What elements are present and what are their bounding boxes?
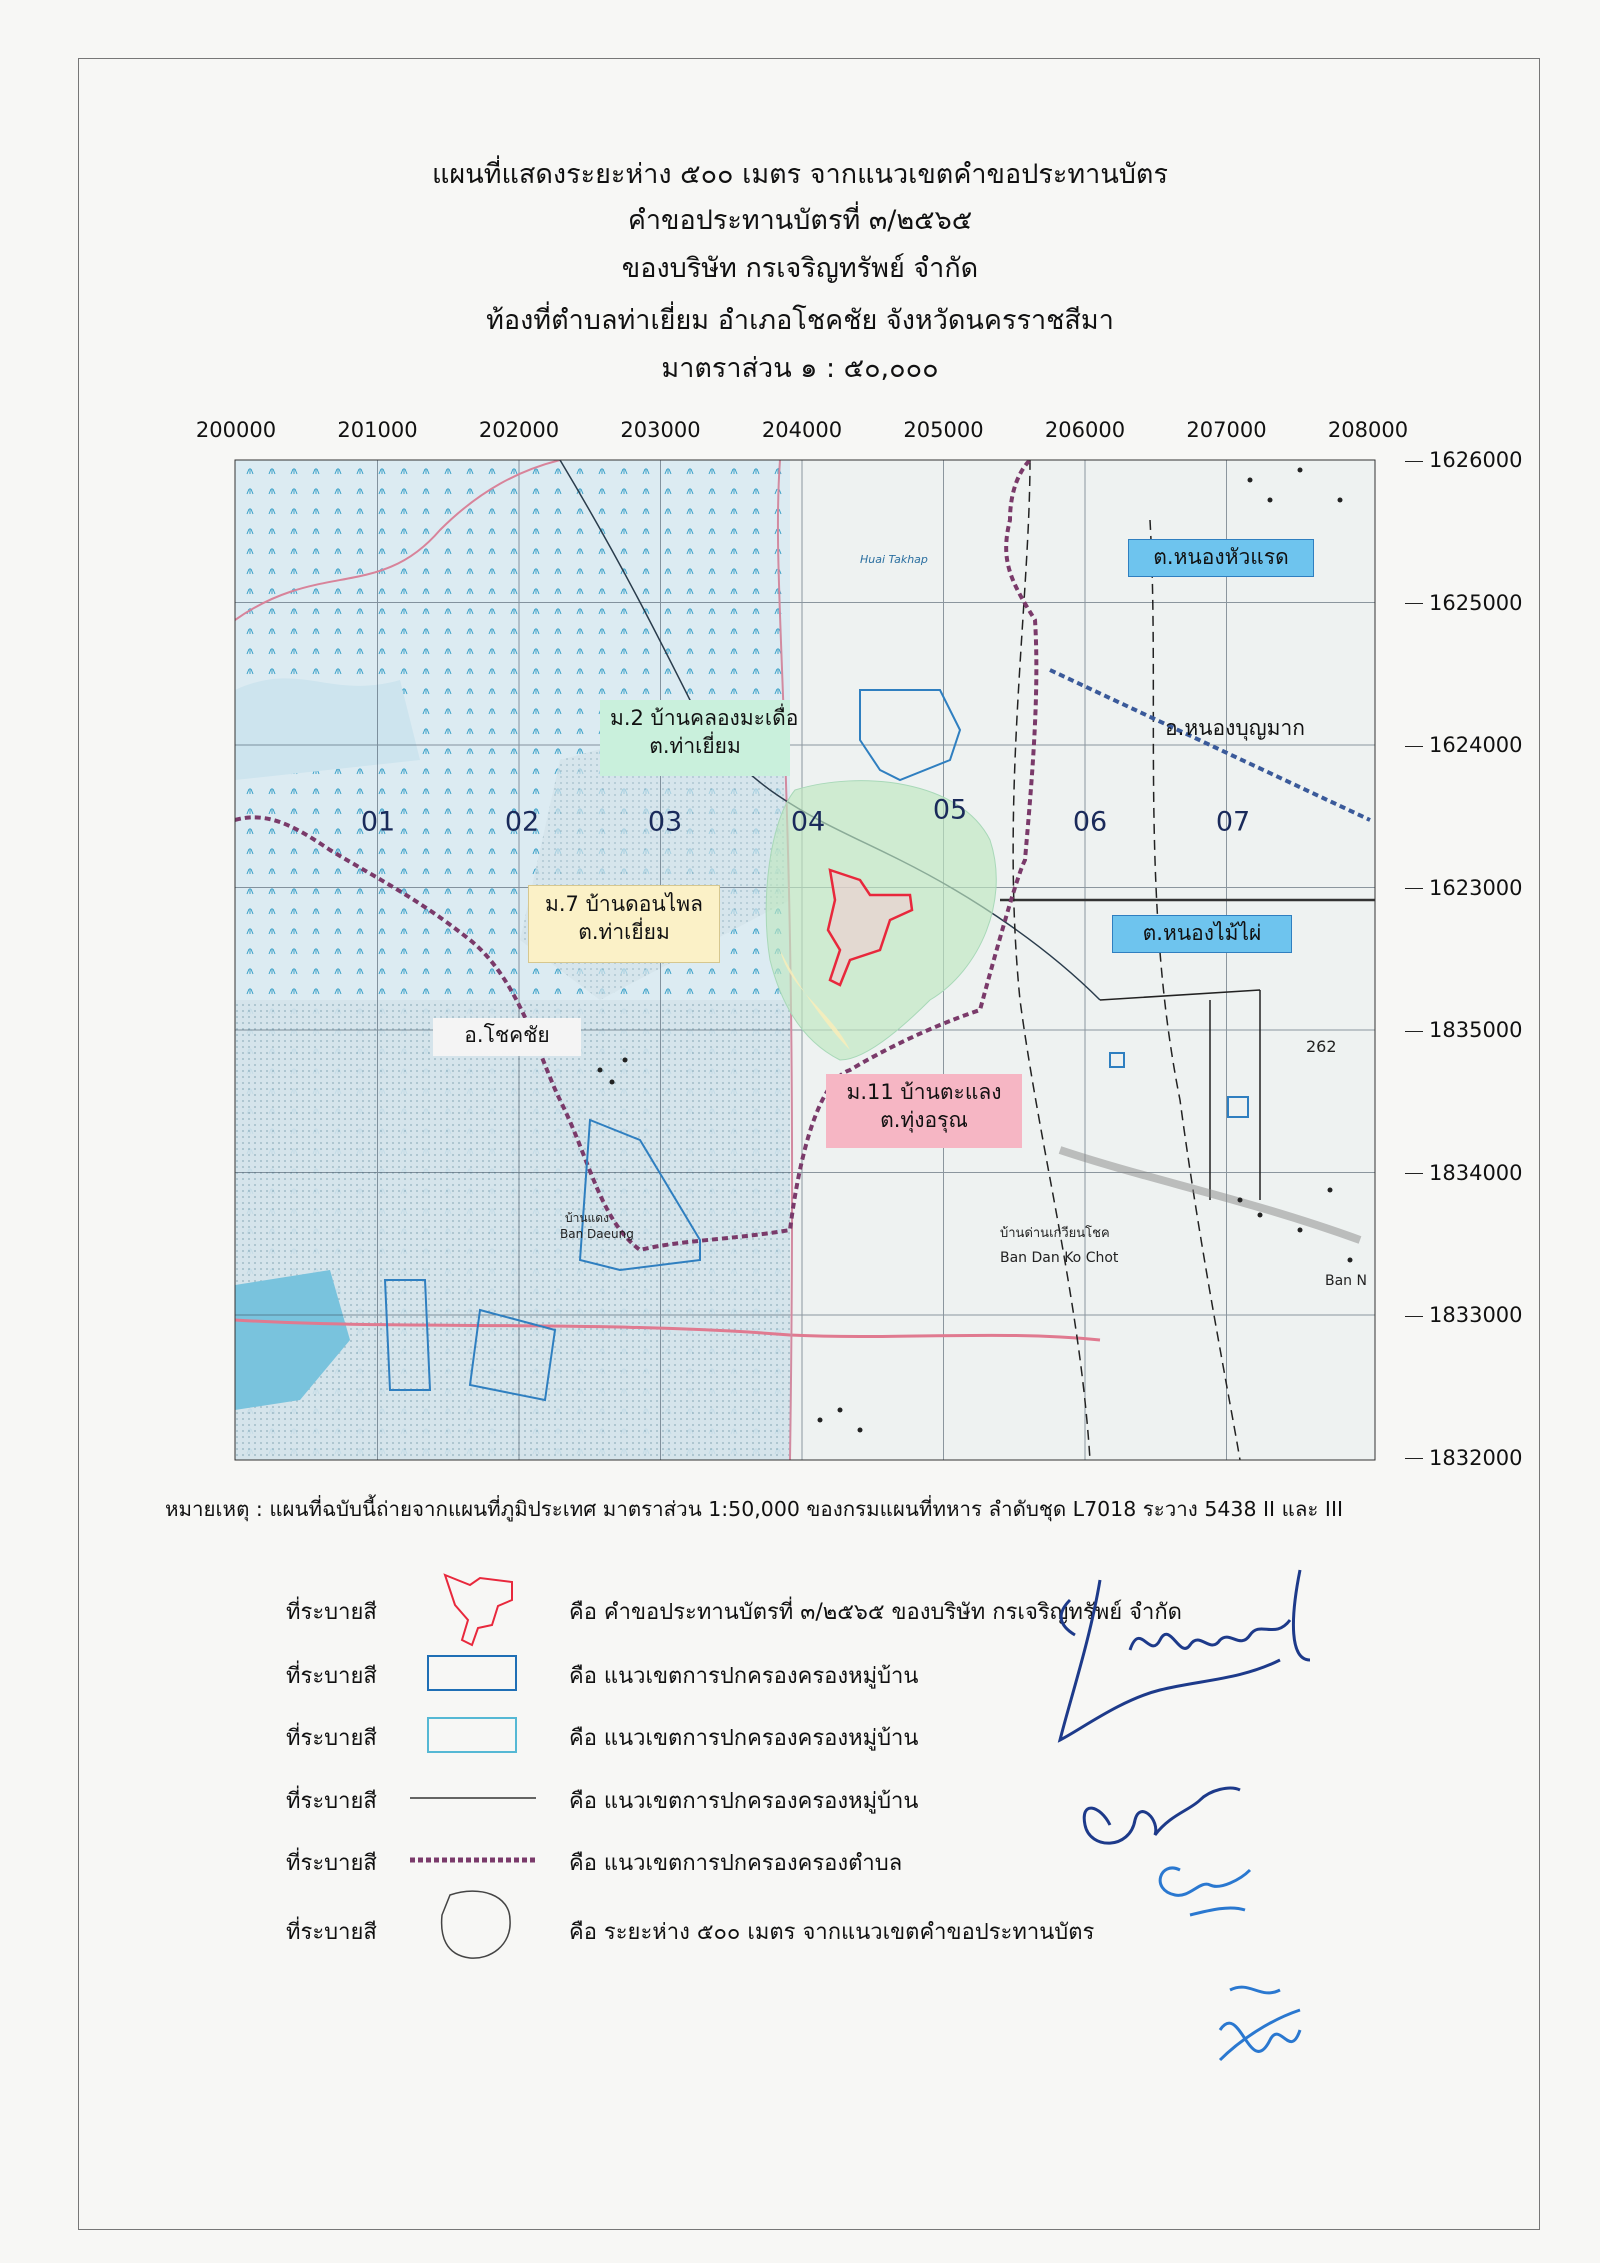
legend-label: ที่ระบายสี xyxy=(286,1664,377,1689)
legend-desc: คือ แนวเขตการปกครองครองหมู่บ้าน xyxy=(569,1664,919,1689)
legend-label: ที่ระบายสี xyxy=(286,1600,377,1625)
x-tick: 205000 xyxy=(903,418,984,442)
scale-line: มาตราส่วน ๑ : ๕๐,๐๐๐ xyxy=(661,353,939,384)
x-tick: 208000 xyxy=(1327,418,1409,442)
legend-label: ที่ระบายสี xyxy=(286,1920,377,1945)
grid-number: 05 xyxy=(932,794,968,826)
signature-1 xyxy=(1060,1570,1310,1740)
text-ban-daeng-thai: บ้านแดง xyxy=(565,1211,609,1225)
title-line-2: คำขอประทานบัตรที่ ๓/๒๕๖๕ xyxy=(627,205,973,236)
grid-number: 03 xyxy=(647,806,683,838)
label-nong-hua-raet: ต.หนองหัวแรด xyxy=(1128,539,1314,577)
title-line-3: ของบริษัท กรเจริญทรัพย์ จำกัด xyxy=(621,253,979,284)
label-moo7-line2: ต.ท่าเยี่ยม xyxy=(578,920,670,944)
y-tick: 1625000 xyxy=(1405,591,1523,615)
label-moo7-box xyxy=(528,885,720,963)
x-tick: 203000 xyxy=(620,418,701,442)
text-ban-n: Ban N xyxy=(1325,1273,1367,1289)
x-tick: 200000 xyxy=(195,418,277,442)
text-spot-height: 262 xyxy=(1306,1037,1337,1056)
legend-label: ที่ระบายสี xyxy=(286,1789,377,1814)
x-tick: 206000 xyxy=(1044,418,1126,442)
y-tick: 1833000 xyxy=(1405,1303,1523,1327)
grid-number: 02 xyxy=(504,806,540,838)
label-chok-chai: อ.โชคชัย xyxy=(433,1018,581,1056)
legend-desc: คือ ระยะห่าง ๕๐๐ เมตร จากแนวเขตคำขอประทานบัตร xyxy=(569,1920,1095,1945)
title-line-4: ท้องที่ตำบลท่าเยี่ยม อำเภอโชคชัย จังหวัดนครราชสีมา xyxy=(486,305,1114,336)
grid-number: 07 xyxy=(1215,806,1251,838)
y-tick: 1832000 xyxy=(1405,1446,1523,1470)
settlement-area xyxy=(235,1000,790,1460)
x-tick: 201000 xyxy=(337,418,418,442)
label-moo11-box xyxy=(826,1074,1022,1148)
signature-2 xyxy=(1084,1788,1240,1843)
y-tick: 1623000 xyxy=(1405,876,1523,900)
legend-desc: คือ คำขอประทานบัตรที่ ๓/๒๕๖๕ ของบริษัท กรเจริญทรัพย์ จำกัด xyxy=(569,1600,1182,1625)
label-moo2-line1: ม.2 บ้านคลองมะเดื่อ xyxy=(610,706,799,730)
signatures xyxy=(1040,1560,1370,2120)
x-tick: 202000 xyxy=(478,418,560,442)
legend-label: ที่ระบายสี xyxy=(286,1851,377,1876)
y-tick: 1624000 xyxy=(1405,733,1523,757)
text-ban-dan-ko-chot: Ban Dan Ko Chot xyxy=(1000,1250,1119,1266)
x-tick: 207000 xyxy=(1186,418,1267,442)
map-note: หมายเหตุ : แผนที่ฉบับนี้ถ่ายจากแผนที่ภูมิประเทศ มาตราส่วน 1:50,000 ของกรมแผนที่ทหาร ลำดับชุด L7018 ระวาง 5438 II และ III xyxy=(165,1497,1344,1521)
text-huai-takhap: Huai Takhap xyxy=(860,553,928,566)
text-ban-daeng: Ban Daeung xyxy=(560,1227,634,1241)
label-moo2-line2: ต.ท่าเยี่ยม xyxy=(649,734,741,758)
legend-label: ที่ระบายสี xyxy=(286,1726,377,1751)
grid-number: 04 xyxy=(790,806,826,838)
signature-4 xyxy=(1220,1987,1300,2060)
x-tick: 204000 xyxy=(761,418,843,442)
signature-3 xyxy=(1160,1868,1250,1915)
label-moo7-line1: ม.7 บ้านดอนไพล xyxy=(545,892,703,916)
y-tick: 1626000 xyxy=(1405,448,1523,472)
y-tick: 1835000 xyxy=(1405,1018,1523,1042)
legend-desc: คือ แนวเขตการปกครองครองหมู่บ้าน xyxy=(569,1726,919,1751)
label-nong-boon-mak: อ.หนองบุญมาก xyxy=(1165,716,1305,740)
legend-desc: คือ แนวเขตการปกครองครองหมู่บ้าน xyxy=(569,1789,919,1814)
label-nong-mai-phai: ต.หนองไม้ไผ่ xyxy=(1112,915,1292,953)
label-moo2-box xyxy=(600,700,799,776)
grid-number: 01 xyxy=(360,806,396,838)
text-ban-dan-ko-chot-thai: บ้านด่านเกวียนโชค xyxy=(1000,1226,1110,1241)
label-moo11-line1: ม.11 บ้านตะแลง xyxy=(846,1080,1002,1104)
label-moo11-line2: ต.ทุ่งอรุณ xyxy=(880,1108,968,1132)
title-line-1: แผนที่แสดงระยะห่าง ๕๐๐ เมตร จากแนวเขตคำขอประทานบัตร xyxy=(432,159,1168,190)
grid-number: 06 xyxy=(1072,806,1108,838)
legend-desc: คือ แนวเขตการปกครองครองตำบล xyxy=(569,1851,903,1876)
y-tick: 1834000 xyxy=(1405,1161,1523,1185)
